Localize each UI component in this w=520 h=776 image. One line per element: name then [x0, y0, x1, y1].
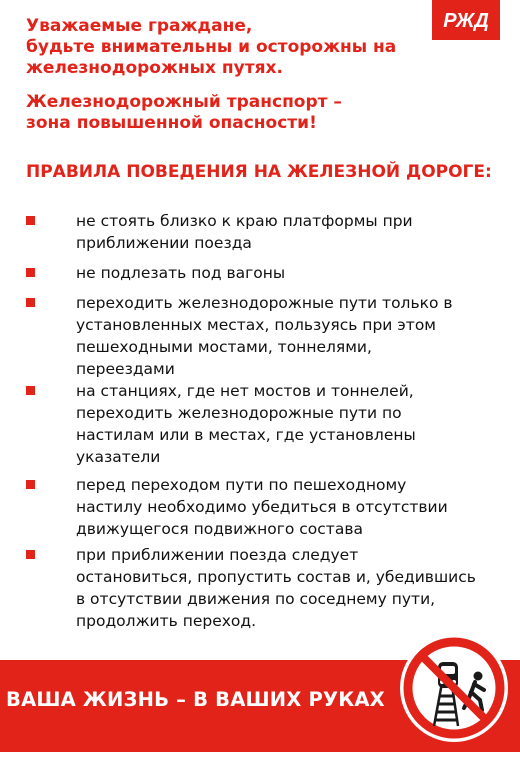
greeting — [26, 16, 426, 79]
rule-line: переходить железнодорожные пути только в — [76, 294, 453, 312]
rule-line: остановиться, пропустить состав и, убедившись — [76, 568, 476, 586]
warning-line: Железнодорожный транспорт – — [26, 92, 342, 112]
bullet-icon — [26, 268, 35, 277]
rule-line: настилу необходимо убедиться в отсутствии — [76, 498, 448, 516]
rule-line: перед переходом пути по пешеходному — [76, 476, 407, 494]
rule-line: не подлезать под вагоны — [76, 264, 286, 282]
rule-text — [76, 544, 496, 632]
bullet-icon — [26, 480, 35, 489]
bullet-icon — [26, 216, 35, 225]
greeting-line: железнодорожных путях. — [26, 58, 283, 78]
rule-text — [76, 262, 496, 284]
banner-slogan: ВАША ЖИЗНЬ – В ВАШИХ РУКАХ — [6, 688, 385, 711]
rule-text — [76, 474, 496, 540]
warning-line: зона повышенной опасности! — [26, 113, 317, 133]
rule-line: на станциях, где нет мостов и тоннелей, — [76, 382, 414, 400]
danger-warning — [26, 92, 446, 134]
bullet-icon — [26, 386, 35, 395]
bullet-icon — [26, 550, 35, 559]
rule-text — [76, 380, 496, 468]
rule-line: пешеходными мостами, тоннелями, — [76, 338, 372, 356]
rule-line: настилам или в местах, где установлены — [76, 426, 416, 444]
rule-line: указатели — [76, 448, 161, 466]
rzd-logo-icon — [437, 7, 495, 33]
no-pedestrian-on-tracks-sign-icon — [398, 632, 510, 744]
bullet-icon — [26, 298, 35, 307]
rule-line: в отсутствии движения по соседнему пути, — [76, 590, 436, 608]
rule-line: при приближении поезда следует — [76, 546, 359, 564]
logo — [432, 0, 500, 40]
greeting-line: будьте внимательны и осторожны на — [26, 37, 397, 57]
rule-line: переездами — [76, 360, 175, 378]
rule-line: приближении поезда — [76, 234, 252, 252]
rule-line: продолжить переход. — [76, 612, 257, 630]
rules-title: ПРАВИЛА ПОВЕДЕНИЯ НА ЖЕЛЕЗНОЙ ДОРОГЕ: — [26, 162, 492, 182]
rule-line: переходить железнодорожные пути по — [76, 404, 402, 422]
rule-line: движущегося подвижного состава — [76, 520, 363, 538]
rule-line: не стоять близко к краю платформы при — [76, 212, 413, 230]
rule-line: установленных местах, пользуясь при этом — [76, 316, 436, 334]
logo-text: РЖД — [443, 10, 489, 32]
rule-text — [76, 210, 496, 254]
rule-text — [76, 292, 496, 380]
greeting-line: Уважаемые граждане, — [26, 16, 253, 36]
